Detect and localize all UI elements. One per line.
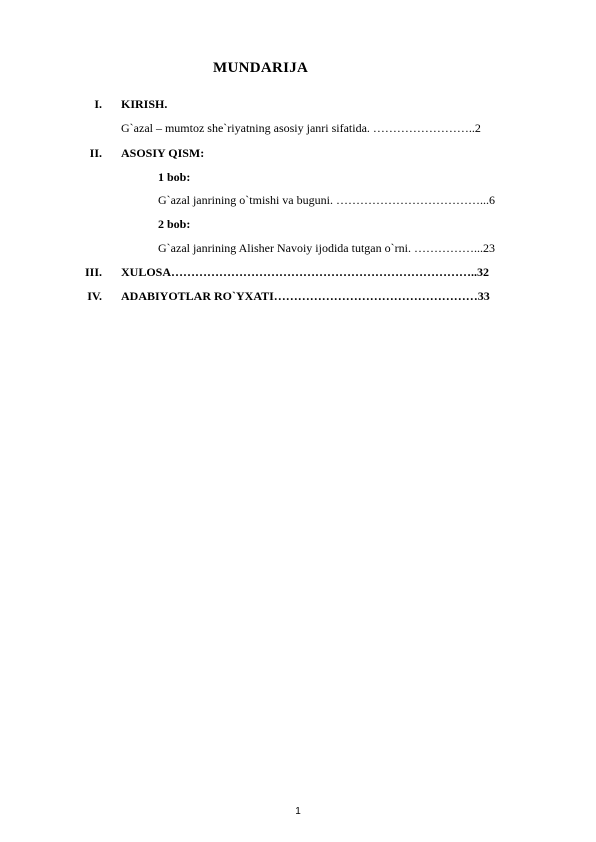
toc-chapter1-entry: G`azal janrining o`tmishi va buguni. ………………………………...6 (158, 193, 495, 207)
toc-chapter2-label: 2 bob: (158, 217, 191, 231)
toc-heading-intro: KIRISH. (121, 97, 168, 111)
page-title: MUNDARIJA (213, 60, 309, 76)
toc-heading-main: ASOSIY QISM: (121, 146, 205, 160)
toc-numeral-conclusion: III. (84, 265, 102, 279)
toc-entry-conclusion: XULOSA…………………………………………………………………..32 (121, 265, 490, 279)
toc-chapter1-label: 1 bob: (158, 170, 191, 184)
toc-numeral-main: II. (89, 146, 102, 160)
toc-chapter2-entry: G`azal janrining Alisher Navoiy ijodida tutgan o`rni. ……………...23 (158, 241, 495, 255)
toc-entry-references: ADABIYOTLAR RO`YXATI……………………………………………33 (121, 289, 490, 303)
toc-entry-intro: G`azal – mumtoz she`riyatning asosiy janri sifatida. ……………………..2 (121, 121, 481, 135)
page-number: 1 (295, 806, 301, 817)
toc-numeral-intro: I. (94, 97, 102, 111)
toc-numeral-references: IV. (87, 289, 102, 303)
